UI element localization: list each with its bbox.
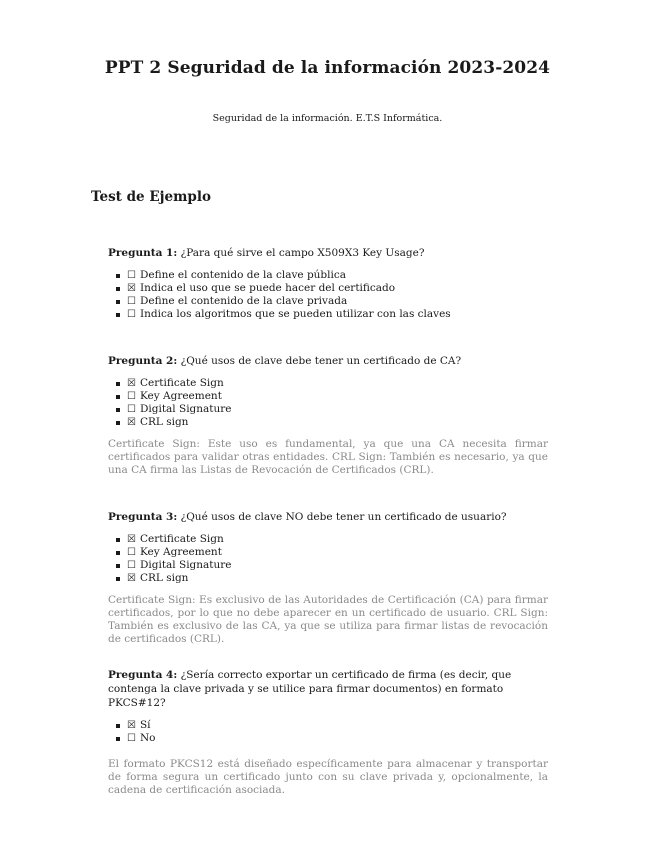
option-text: No xyxy=(139,732,156,744)
option[interactable] xyxy=(116,546,548,559)
option[interactable] xyxy=(116,533,548,546)
bullet-icon xyxy=(116,408,120,412)
option-text: CRL sign xyxy=(139,416,189,428)
question-4-explanation: El formato PKCS12 está diseñado específicamente para almacenar y transportar de forma segura un certificado junto con su clave privada y, opcionalmente, la cadena de certificación asociada. xyxy=(108,758,548,796)
option-text: Indica los algoritmos que se pueden utilizar con las claves xyxy=(139,308,451,320)
option[interactable] xyxy=(116,282,548,295)
checkbox-icon[interactable]: ☐ xyxy=(127,391,136,402)
question-3-options xyxy=(108,533,548,585)
checkbox-icon[interactable]: ☒ xyxy=(127,534,136,545)
option-text: Indica el uso que se puede hacer del certificado xyxy=(139,282,396,294)
bullet-icon xyxy=(116,737,120,741)
option[interactable] xyxy=(116,403,548,416)
document-title: PPT 2 Seguridad de la información 2023-2024 xyxy=(104,58,551,78)
option-text: Sí xyxy=(139,719,151,731)
bullet-icon xyxy=(116,421,120,425)
bullet-icon xyxy=(116,287,120,291)
question-3-prompt xyxy=(108,510,548,524)
checkbox-icon[interactable]: ☐ xyxy=(127,270,136,281)
question-2-explanation: Certificate Sign: Este uso es fundamental, ya que una CA necesita firmar certificados para validar otras entidades. CRL Sign: También es necesario, ya que una CA firma las Listas de Revocación de Certificados (CRL). xyxy=(108,438,548,476)
question-2-text: ¿Qué usos de clave debe tener un certificado de CA? xyxy=(180,355,462,367)
question-3-label: Pregunta 3: xyxy=(108,511,178,523)
bullet-icon xyxy=(116,724,120,728)
question-2-options xyxy=(108,377,548,429)
option-text: Define el contenido de la clave pública xyxy=(139,269,347,281)
bullet-icon xyxy=(116,538,120,542)
option[interactable] xyxy=(116,295,548,308)
option[interactable] xyxy=(116,377,548,390)
option[interactable] xyxy=(116,732,548,745)
option[interactable] xyxy=(116,572,548,585)
question-3-text: ¿Qué usos de clave NO debe tener un certificado de usuario? xyxy=(180,511,507,523)
option[interactable] xyxy=(116,390,548,403)
question-3-explanation: Certificate Sign: Es exclusivo de las Autoridades de Certificación (CA) para firmar certificados, por lo que no debe aparecer en un certificado de usuario. CRL Sign: También es exclusivo de las CA, ya que se utiliza para firmar listas de revocación de certificados (CRL). xyxy=(108,594,548,645)
option-text: Certificate Sign xyxy=(139,533,224,545)
option[interactable] xyxy=(116,559,548,572)
question-4-text: ¿Sería correcto exportar un certificado de firma (es decir, que contenga la clave privada y se utilice para firmar documentos) en formato PKCS#12? xyxy=(108,669,512,709)
checkbox-icon[interactable]: ☒ xyxy=(127,378,136,389)
question-1-text: ¿Para qué sirve el campo X509X3 Key Usage? xyxy=(180,247,425,259)
option[interactable] xyxy=(116,269,548,282)
option-text: Define el contenido de la clave privada xyxy=(139,295,348,307)
checkbox-icon[interactable]: ☒ xyxy=(127,573,136,584)
checkbox-icon[interactable]: ☒ xyxy=(127,417,136,428)
bullet-icon xyxy=(116,274,120,278)
bullet-icon xyxy=(116,564,120,568)
option-text: Digital Signature xyxy=(139,559,232,571)
question-1-options xyxy=(108,269,548,321)
checkbox-icon[interactable]: ☐ xyxy=(127,309,136,320)
question-1-prompt xyxy=(108,246,548,260)
checkbox-icon[interactable]: ☐ xyxy=(127,733,136,744)
question-2 xyxy=(108,354,548,477)
option-text: Key Agreement xyxy=(139,390,222,402)
option[interactable] xyxy=(116,719,548,732)
checkbox-icon[interactable]: ☐ xyxy=(127,404,136,415)
question-4-label: Pregunta 4: xyxy=(108,669,178,681)
question-1-label: Pregunta 1: xyxy=(108,247,178,259)
bullet-icon xyxy=(116,300,120,304)
option[interactable] xyxy=(116,308,548,321)
question-3 xyxy=(108,510,548,646)
bullet-icon xyxy=(116,313,120,317)
bullet-icon xyxy=(116,577,120,581)
option-text: Key Agreement xyxy=(139,546,222,558)
option-text: Certificate Sign xyxy=(139,377,224,389)
question-2-label: Pregunta 2: xyxy=(108,355,178,367)
question-4-prompt xyxy=(108,668,548,710)
option[interactable] xyxy=(116,416,548,429)
question-2-prompt xyxy=(108,354,548,368)
option-text: CRL sign xyxy=(139,572,189,584)
option-text: Digital Signature xyxy=(139,403,232,415)
checkbox-icon[interactable]: ☐ xyxy=(127,560,136,571)
checkbox-icon[interactable]: ☐ xyxy=(127,547,136,558)
question-4 xyxy=(108,668,548,797)
checkbox-icon[interactable]: ☒ xyxy=(127,720,136,731)
question-4-options xyxy=(108,719,548,745)
checkbox-icon[interactable]: ☒ xyxy=(127,283,136,294)
bullet-icon xyxy=(116,382,120,386)
document-subtitle: Seguridad de la información. E.T.S Informática. xyxy=(212,113,443,124)
checkbox-icon[interactable]: ☐ xyxy=(127,296,136,307)
bullet-icon xyxy=(116,395,120,399)
section-heading: Test de Ejemplo xyxy=(91,189,211,205)
bullet-icon xyxy=(116,551,120,555)
question-1 xyxy=(108,246,548,321)
